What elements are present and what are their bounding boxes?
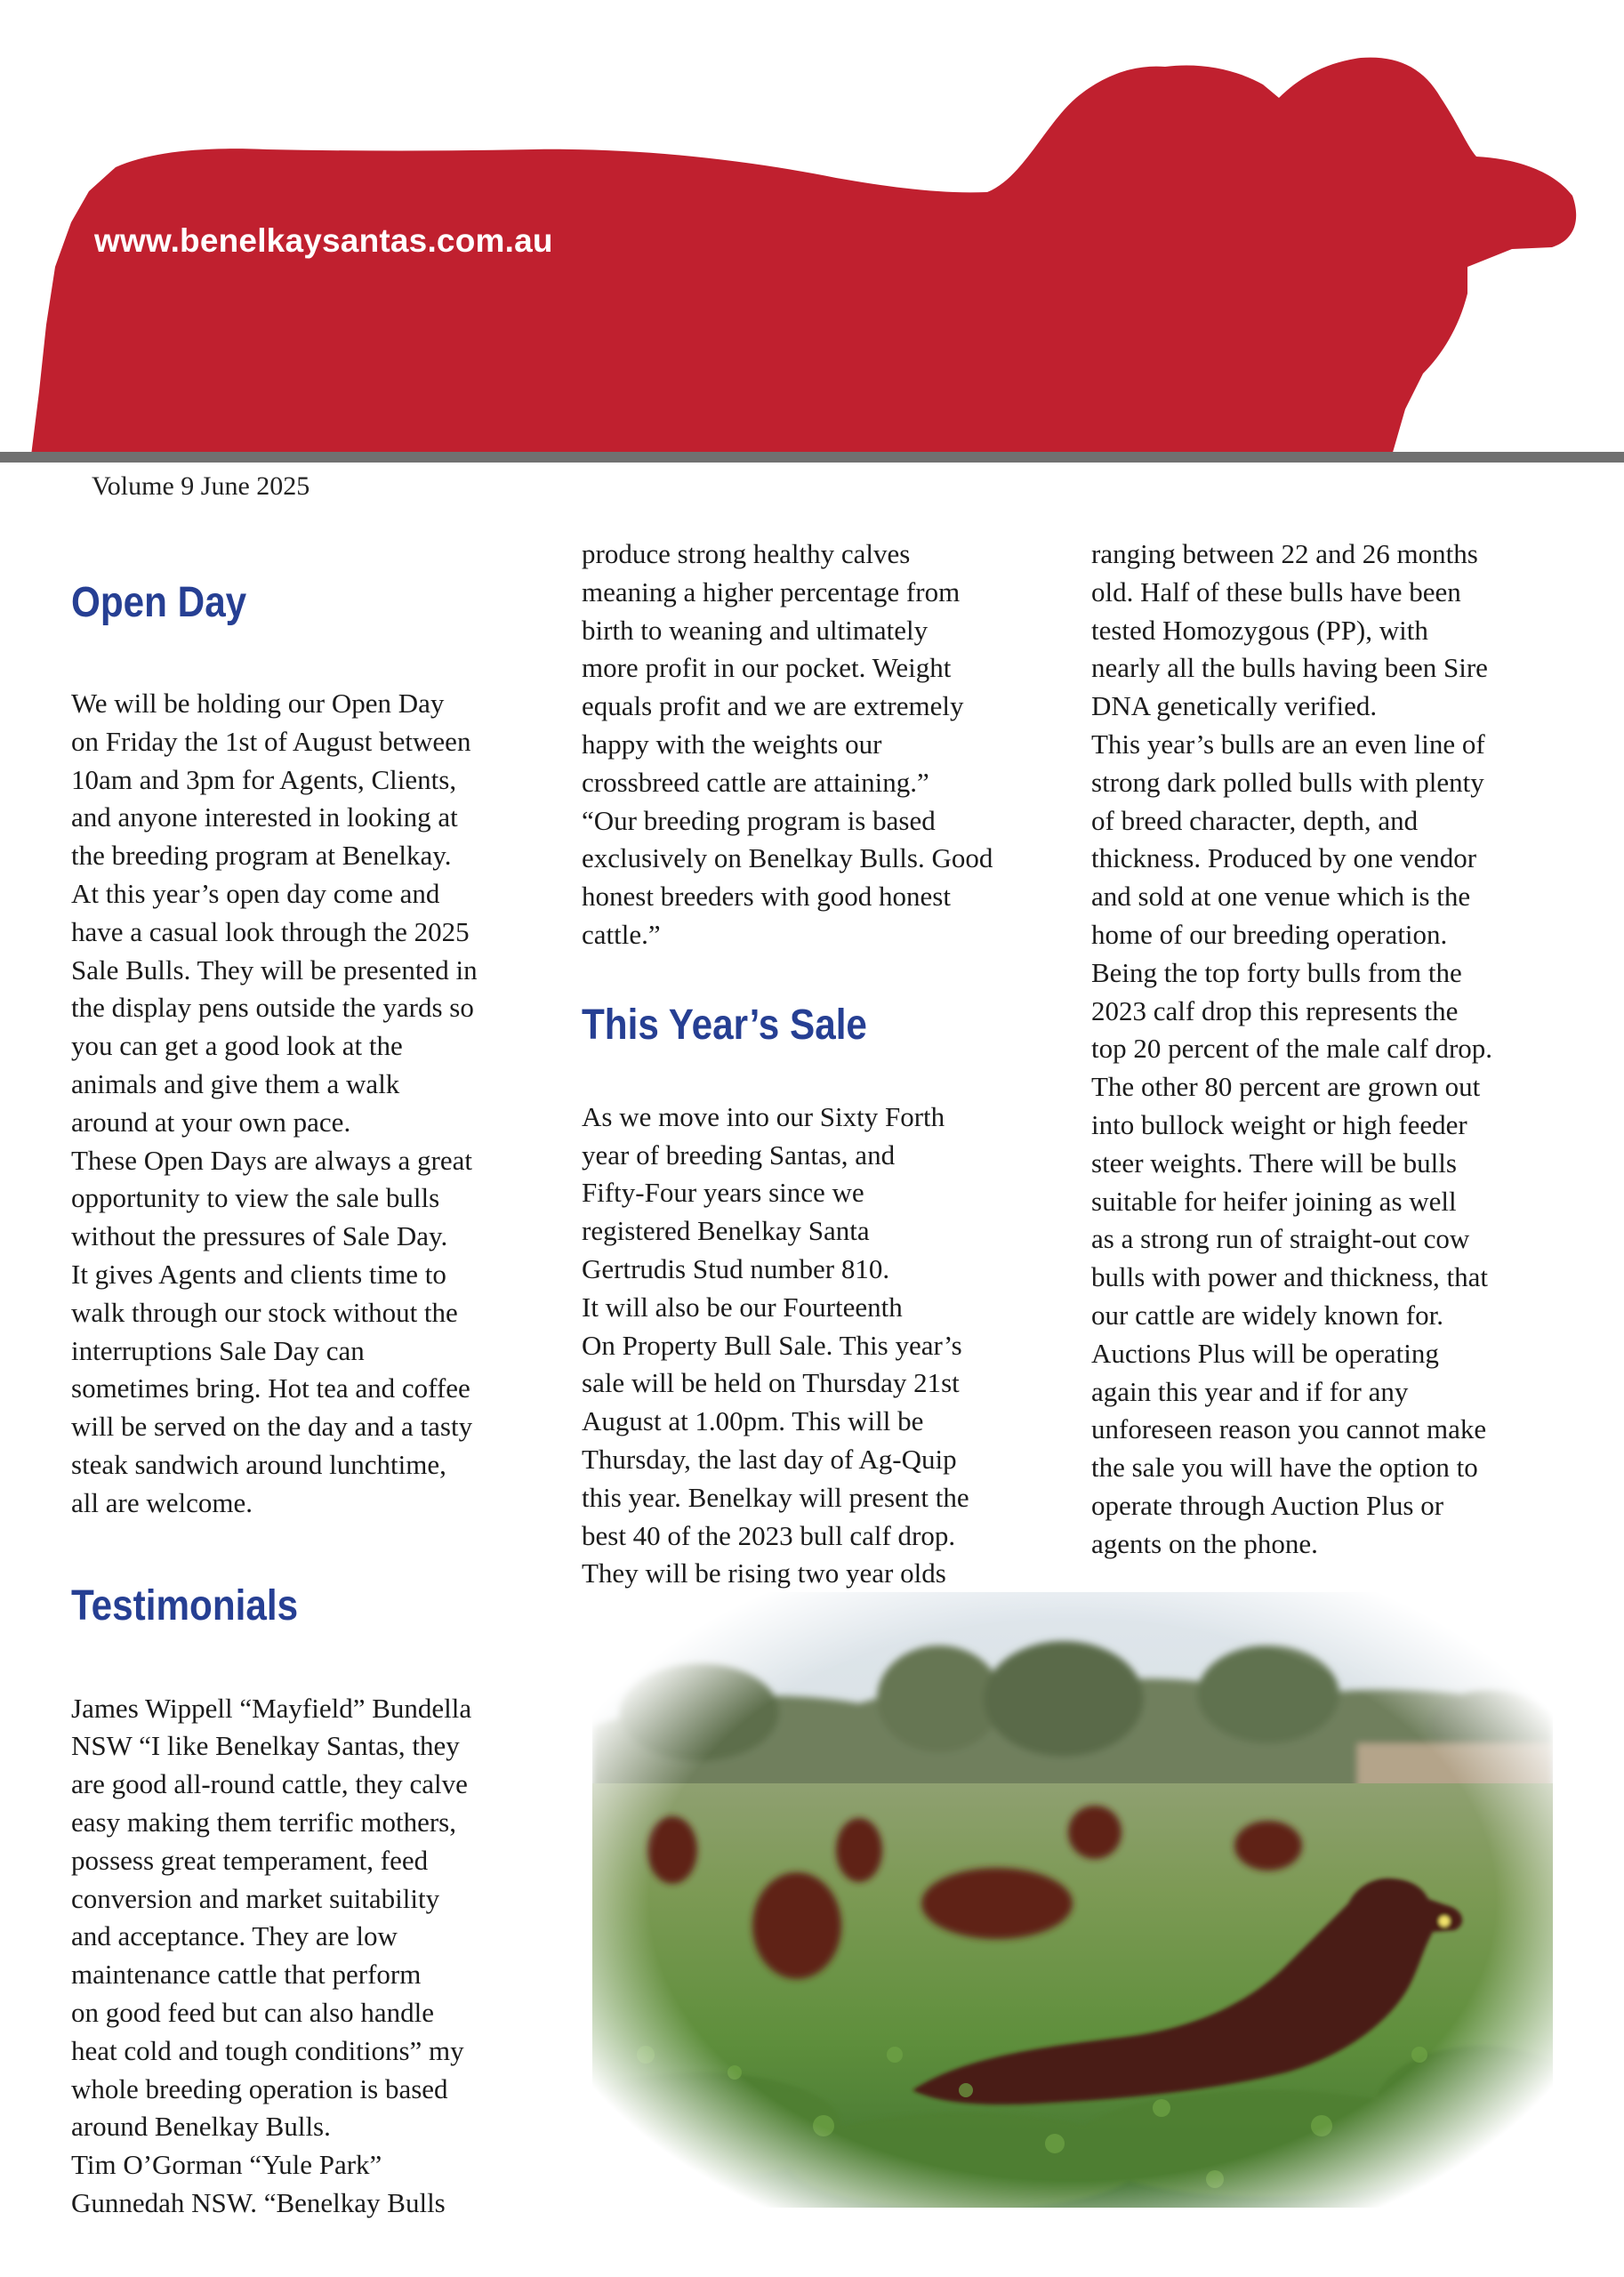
text-line: as a strong run of straight-out cow — [1091, 1223, 1470, 1255]
text-line: heat cold and tough conditions” my — [71, 2034, 464, 2066]
text-line: opportunity to view the sale bulls — [71, 1182, 440, 1214]
text-line: 2023 calf drop this represents the — [1091, 994, 1459, 1026]
text-line: crossbreed cattle are attaining.” — [582, 766, 929, 798]
text-line: Gertrudis Stud number 810. — [582, 1252, 890, 1284]
text-line: you can get a good look at the — [71, 1030, 403, 1062]
text-line: around at your own pace. — [71, 1106, 351, 1138]
text-line: will be served on the day and a tasty — [71, 1411, 473, 1443]
testimonials-heading: Testimonials — [71, 1581, 299, 1629]
text-line: home of our breeding operation. — [1091, 918, 1448, 950]
text-line: These Open Days are always a great — [71, 1144, 473, 1176]
text-line: the display pens outside the yards so — [71, 992, 474, 1024]
text-line: bulls with power and thickness, that — [1091, 1261, 1488, 1293]
sale-continued — [1091, 535, 1589, 1564]
text-line: of breed character, depth, and — [1091, 804, 1419, 836]
text-line: James Wippell “Mayfield” Bundella — [71, 1692, 472, 1724]
text-line: Fifty-Four years since we — [582, 1177, 864, 1209]
text-line: 10am and 3pm for Agents, Clients, — [71, 763, 457, 795]
text-line: this year. Benelkay will present the — [582, 1481, 969, 1513]
text-line: on Friday the 1st of August between — [71, 725, 471, 757]
text-line: registered Benelkay Santa — [582, 1215, 870, 1247]
text-line: On Property Bull Sale. This year’s — [582, 1329, 962, 1361]
text-line: more profit in our pocket. Weight — [582, 652, 952, 684]
text-line: “Our breeding program is based — [582, 804, 936, 836]
text-line: maintenance cattle that perform — [71, 1959, 422, 1991]
text-line: possess great temperament, feed — [71, 1844, 429, 1876]
text-line: and anyone interested in looking at — [71, 801, 458, 833]
sale-heading: This Year’s Sale — [582, 1001, 867, 1049]
text-line: top 20 percent of the male calf drop. — [1091, 1033, 1493, 1065]
text-line: Being the top forty bulls from the — [1091, 956, 1462, 988]
text-line: year of breeding Santas, and — [582, 1138, 896, 1171]
text-line: It will also be our Fourteenth — [582, 1291, 903, 1323]
text-line: old. Half of these bulls have been — [1091, 575, 1461, 607]
text-line: DNA genetically verified. — [1091, 690, 1378, 722]
text-line: sale will be held on Thursday 21st — [582, 1367, 960, 1399]
text-line: conversion and market suitability — [71, 1882, 440, 1914]
text-line: exclusively on Benelkay Bulls. Good — [582, 842, 993, 874]
text-line: our cattle are widely known for. — [1091, 1299, 1443, 1331]
text-line: At this year’s open day come and — [71, 877, 440, 909]
column-2 — [582, 535, 1080, 1593]
column-1 — [71, 576, 551, 2223]
text-line: whole breeding operation is based — [71, 2072, 448, 2104]
text-line: animals and give them a walk — [71, 1067, 400, 1099]
text-line: the breeding program at Benelkay. — [71, 840, 452, 872]
text-line: We will be holding our Open Day — [71, 688, 445, 719]
testimonials-continued — [582, 535, 1080, 954]
text-line: suitable for heifer joining as well — [1091, 1185, 1457, 1217]
text-line: Sale Bulls. They will be presented in — [71, 953, 478, 986]
text-line: easy making them terrific mothers, — [71, 1806, 457, 1838]
text-line: on good feed but can also handle — [71, 1996, 435, 2028]
text-line: and acceptance. They are low — [71, 1920, 398, 1952]
text-line: cattle.” — [582, 918, 661, 950]
open-day-body — [71, 685, 551, 1523]
text-line: The other 80 percent are grown out — [1091, 1071, 1481, 1103]
text-line: tested Homozygous (PP), with — [1091, 614, 1428, 646]
text-line: have a casual look through the 2025 — [71, 915, 470, 947]
text-line: happy with the weights our — [582, 728, 882, 760]
text-line: the sale you will have the option to — [1091, 1452, 1478, 1484]
text-line: Auctions Plus will be operating — [1091, 1337, 1439, 1369]
open-day-heading: Open Day — [71, 579, 247, 626]
text-line: nearly all the bulls having been Sire — [1091, 652, 1488, 684]
text-line: honest breeders with good honest — [582, 881, 951, 913]
text-line: around Benelkay Bulls. — [71, 2111, 331, 2143]
text-line: Tim O’Gorman “Yule Park” — [71, 2149, 382, 2181]
testimonials-body — [71, 1690, 551, 2223]
text-line: As we move into our Sixty Forth — [582, 1100, 945, 1132]
text-line: all are welcome. — [71, 1486, 253, 1518]
text-line: again this year and if for any — [1091, 1375, 1409, 1407]
text-line: It gives Agents and clients time to — [71, 1258, 446, 1290]
text-line: and sold at one venue which is the — [1091, 881, 1471, 913]
text-line: best 40 of the 2023 bull calf drop. — [582, 1519, 956, 1551]
text-line: birth to weaning and ultimately — [582, 614, 929, 646]
text-line: meaning a higher percentage from — [582, 575, 961, 607]
text-line: equals profit and we are extremely — [582, 690, 964, 722]
text-line: strong dark polled bulls with plenty — [1091, 766, 1484, 798]
text-line: This year’s bulls are an even line of — [1091, 728, 1485, 760]
text-line: Thursday, the last day of Ag-Quip — [582, 1443, 957, 1475]
text-line: thickness. Produced by one vendor — [1091, 842, 1477, 874]
text-line: unforeseen reason you cannot make — [1091, 1413, 1487, 1445]
text-line: steer weights. There will be bulls — [1091, 1147, 1457, 1179]
text-line: NSW “I like Benelkay Santas, they — [71, 1730, 460, 1762]
text-line: walk through our stock without the — [71, 1296, 458, 1328]
column-3 — [1091, 535, 1589, 1564]
text-line: agents on the phone. — [1091, 1527, 1318, 1559]
text-line: operate through Auction Plus or — [1091, 1489, 1444, 1521]
website-url[interactable]: www.benelkaysantas.com.au — [94, 222, 553, 259]
text-line: August at 1.00pm. This will be — [582, 1405, 924, 1437]
text-line: produce strong healthy calves — [582, 538, 911, 569]
text-line: ranging between 22 and 26 months — [1091, 538, 1478, 569]
text-line: into bullock weight or high feeder — [1091, 1108, 1467, 1140]
cattle-paddock-photo — [592, 1592, 1553, 2208]
text-line: interruptions Sale Day can — [71, 1334, 365, 1366]
text-line: Gunnedah NSW. “Benelkay Bulls — [71, 2186, 446, 2218]
issue-info: Volume 9 June 2025 — [92, 471, 310, 501]
text-line: They will be rising two year olds — [582, 1557, 946, 1589]
text-line: sometimes bring. Hot tea and coffee — [71, 1372, 470, 1404]
text-line: are good all-round cattle, they calve — [71, 1768, 468, 1800]
header-rule — [0, 452, 1624, 463]
sale-body — [582, 1098, 1080, 1593]
text-line: steak sandwich around lunchtime, — [71, 1448, 446, 1480]
text-line: without the pressures of Sale Day. — [71, 1220, 448, 1252]
